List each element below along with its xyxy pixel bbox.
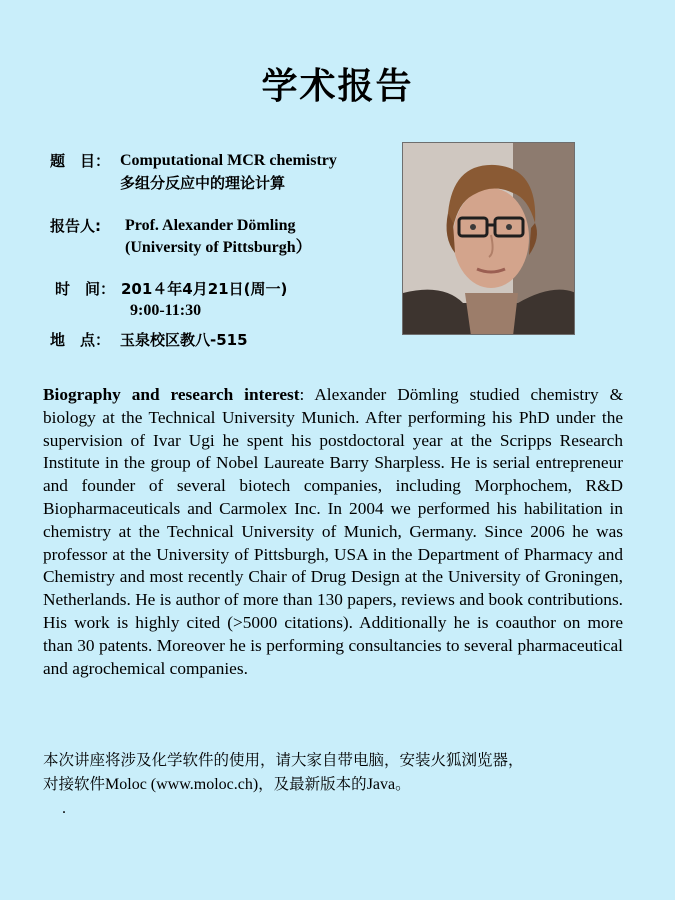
page-title: 学术报告	[261, 66, 414, 107]
topic-label: 题 目：	[50, 152, 111, 170]
software-note	[43, 748, 643, 797]
trailing-mark: .	[62, 800, 66, 817]
speaker-name: Prof. Alexander Dömling	[125, 217, 296, 234]
speaker-affiliation: (University of Pittsburgh）	[125, 239, 312, 256]
speaker-portrait-icon	[403, 143, 575, 335]
note-line-2	[43, 772, 643, 797]
biography-heading: Biography and research interest	[43, 385, 300, 404]
time-label: 时 间：	[55, 280, 116, 298]
topic-chinese: 多组分反应中的理论计算	[120, 174, 286, 192]
biography-text: : Alexander Dömling studied chemistry & biology at the Technical University Munich. After performing his PhD under the supervision of Ivar Ugi he spent his postdoctoral year at the Scripps Research Institute in the group of Nobel Laureate Barry Sharpless. He is serial entrepreneur and founder of several biotech companies, including Morphochem, R&D Biopharmaceuticals and Carmolex Inc. In 2004 we performed his habilitation in chemistry at the Technical University of Munich, Germany. Since 2006 he was professor at the University of Pittsburgh, USA in the Department of Pharmacy and Chemistry and most recently Chair of Drug Design at the University of Groningen, Netherlands. He is author of more than 130 papers, reviews and book contributions. His work is highly cited (>5000 citations). Additionally he is coauthor on more than 30 patents. Moreover he is performing consultancies to several pharmaceutical and agrochemical companies.	[43, 385, 624, 678]
speaker-label: 报告人:	[50, 217, 101, 235]
note-line-2-middle: ，及最新版本的	[258, 775, 367, 793]
location-label: 地 点：	[50, 331, 111, 349]
biography-paragraph	[43, 384, 623, 680]
note-line-2-end: 。	[395, 775, 411, 793]
note-moloc-link: Moloc (www.moloc.ch)	[105, 776, 259, 793]
note-line-1: 本次讲座将涉及化学软件的使用，请大家自带电脑，安装火狐浏览器，	[43, 751, 524, 769]
location-value: 玉泉校区教八-515	[120, 331, 248, 349]
note-java: Java	[366, 776, 396, 793]
time-hours: 9:00-11:30	[130, 302, 202, 319]
note-line-2-prefix: 对接软件	[43, 775, 106, 793]
time-date: 201４年4月21日(周一)	[121, 280, 288, 298]
speaker-photo	[402, 142, 575, 335]
topic-english: Computational MCR chemistry	[120, 152, 337, 169]
